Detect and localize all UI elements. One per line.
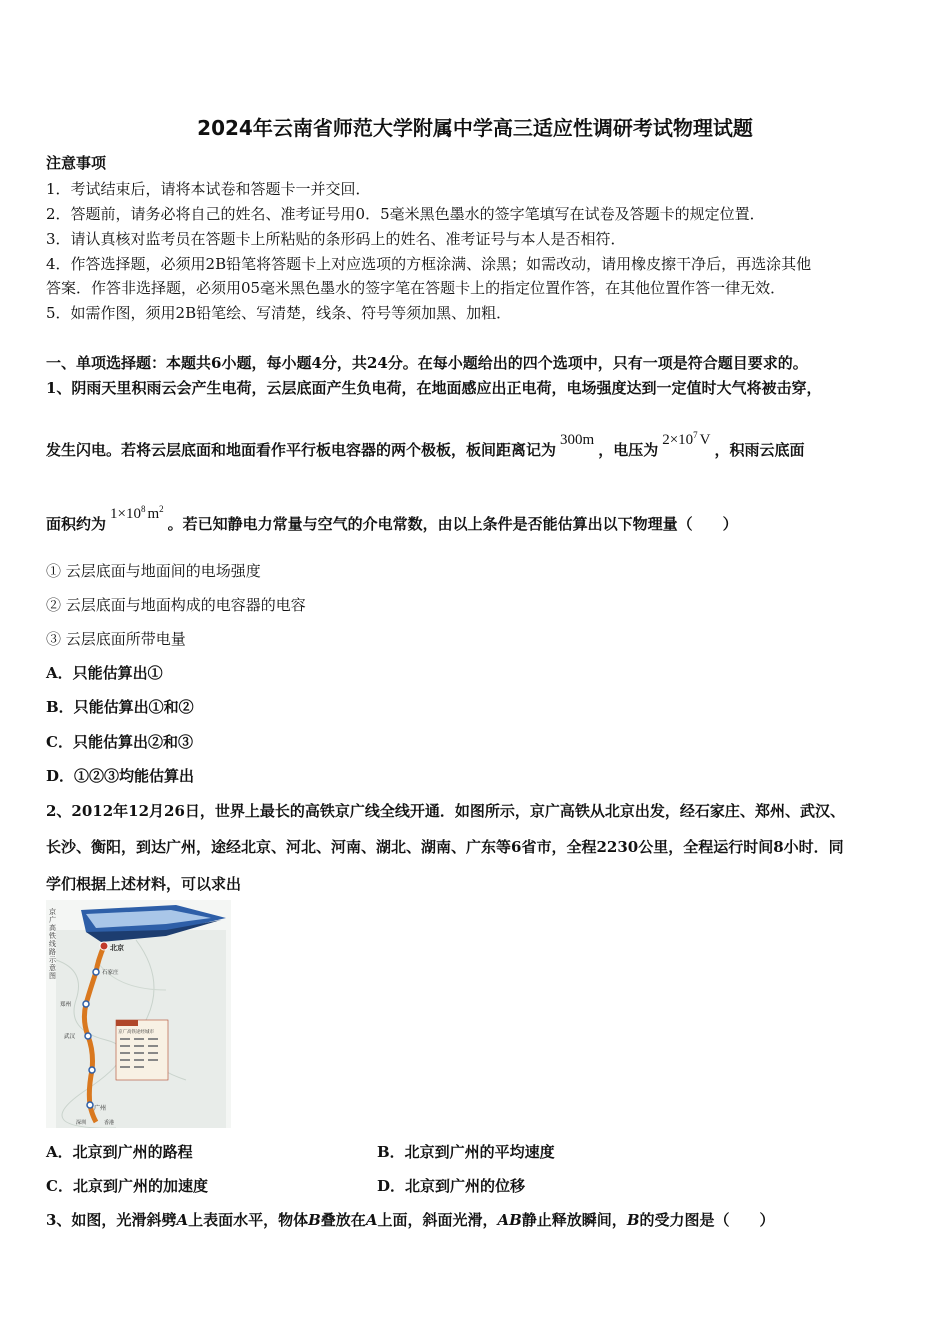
q2-line-2: 长沙、衡阳，到达广州，途经北京、河北、河南、湖北、湖南、广东等6省市，全程2230公里，全程运行时间8小时．同 (46, 838, 844, 856)
q1-item-2: ② 云层底面与地面构成的电容器的电容 (46, 596, 306, 614)
station-shijiazhuang (93, 969, 99, 975)
distance-value: 300m (560, 432, 595, 448)
symbol-a: A (176, 1211, 189, 1229)
notice-item-1: 1．考试结束后，请将本试卷和答题卡一并交回． (46, 180, 371, 198)
q2-line-1: 2、2012年12月26日，世界上最长的高铁京广线全线开通．如图所示，京广高铁从北京出发，经石家庄、郑州、武汉、 (46, 802, 845, 820)
q1-item-3: ③ 云层底面所带电量 (46, 630, 186, 648)
section-heading: 一、单项选择题：本题共6小题，每小题4分，共24分。在每小题给出的四个选项中，只有一项是符合题目要求的。 (46, 354, 808, 372)
q1-option-a[interactable]: A．只能估算出① (46, 664, 163, 682)
notice-item-4: 4．作答选择题，必须用2B铅笔将答题卡上对应选项的方框涂满、涂黑；如需改动，请用橡皮擦干净后，再选涂其他 (46, 255, 812, 273)
label-wuhan: 武汉 (64, 1034, 76, 1040)
label-zhengzhou: 郑州 (60, 1002, 72, 1008)
q3-stem: 3、如图，光滑斜劈A上表面水平，物体B叠放在A上面，斜面光滑，AB静止释放瞬间，B的受力图是（ ） (46, 1211, 775, 1229)
q1-line-2 (46, 430, 805, 460)
notice-item-5: 5．如需作图，须用2B铅笔绘、写清楚，线条、符号等须加黑、加粗． (46, 304, 512, 322)
symbol-a-2: A (365, 1211, 378, 1229)
q1-line-3 (46, 504, 738, 534)
q1-option-b[interactable]: B．只能估算出①和② (46, 698, 194, 716)
rail-route-figure (46, 900, 231, 1128)
q1-item-1: ① 云层底面与地面间的电场强度 (46, 562, 261, 580)
q1-text-c: ，积雨云底面 (714, 441, 805, 459)
q2-option-d[interactable]: D．北京到广州的位移 (377, 1177, 526, 1195)
q1-option-d[interactable]: D．①②③均能估算出 (46, 767, 195, 785)
notice-item-2: 2．答题前，请务必将自己的姓名、准考证号用0．5毫米黑色墨水的签字笔填写在试卷及答题卡的规定位置． (46, 205, 765, 223)
q2-option-c[interactable]: C．北京到广州的加速度 (46, 1177, 208, 1195)
station-beijing (100, 942, 108, 950)
symbol-b: B (308, 1211, 321, 1229)
station-changsha (89, 1067, 95, 1073)
label-shijiazhuang: 石家庄 (102, 970, 119, 976)
station-wuhan (85, 1033, 91, 1039)
q1-option-c[interactable]: C．只能估算出②和③ (46, 733, 193, 751)
q2-option-a[interactable]: A．北京到广州的路程 (46, 1143, 193, 1161)
q1-text-d: 面积约为 (46, 515, 107, 533)
notice-item-4-cont: 答案．作答非选择题，必须用05毫米黑色墨水的签字笔在答题卡上的指定位置作答，在其他位置作答一律无效． (46, 279, 786, 297)
symbol-ab: AB (497, 1211, 522, 1229)
q2-option-b[interactable]: B．北京到广州的平均速度 (377, 1143, 555, 1161)
q1-text-e: 。若已知静电力常量与空气的介电常数，由以上条件是否能估算出以下物理量（ ） (167, 515, 738, 533)
figure-side-title: 京广高铁线路示意图 (49, 908, 56, 980)
info-box-title: 京广高铁途经城市 (118, 1030, 154, 1035)
station-guangzhou (87, 1102, 93, 1108)
label-beijing: 北京 (110, 944, 124, 952)
notice-item-3: 3．请认真核对监考员在答题卡上所粘贴的条形码上的姓名、准考证号与本人是否相符． (46, 230, 626, 248)
q1-text-b: ，电压为 (598, 441, 659, 459)
q1-line-1: 1、阴雨天里积雨云会产生电荷，云层底面产生负电荷，在地面感应出正电荷，电场强度达到一定值时大气将被击穿， (46, 379, 822, 397)
page-title: 2024年云南省师范大学附属中学高三适应性调研考试物理试题 (197, 116, 753, 140)
notice-heading: 注意事项 (46, 154, 107, 172)
voltage-value: $2\times 10^7$ V (662, 430, 711, 448)
q1-text-a: 发生闪电。若将云层底面和地面看作平行板电容器的两个极板，板间距离记为 (46, 441, 557, 459)
area-value: $1\times 10^8$ $m^2$ (110, 504, 164, 522)
q2-line-3: 学们根据上述材料，可以求出 (46, 875, 242, 893)
symbol-b-2: B (626, 1211, 640, 1229)
cities-info-box (116, 1020, 168, 1080)
label-hongkong: 香港 (104, 1120, 115, 1126)
label-shenzhen: 深圳 (76, 1120, 87, 1126)
station-zhengzhou (83, 1001, 89, 1007)
label-guangzhou: 广州 (94, 1105, 107, 1112)
